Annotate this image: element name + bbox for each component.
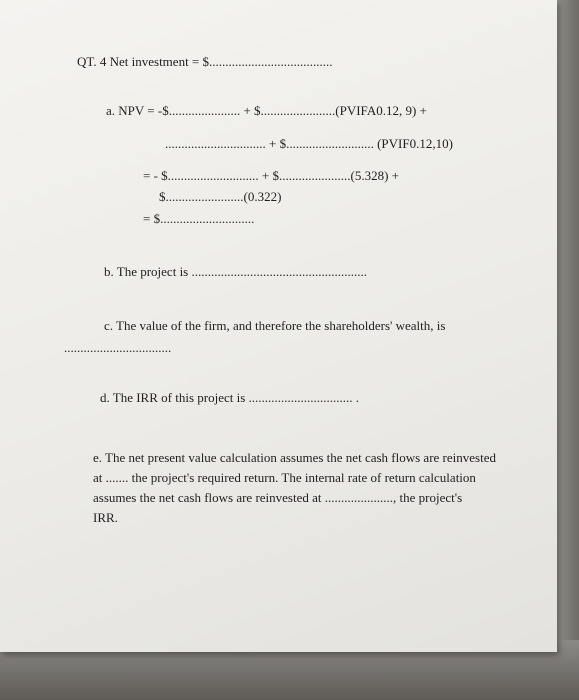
npv-line-3: = - $............................ + $......................(5.328) + (143, 168, 399, 183)
npv-result-line: = $............................. (143, 211, 255, 226)
npv-line-2: ............................... + $........................... (PVIF0.12,10) (165, 136, 453, 151)
firm-value-line: c. The value of the firm, and therefore the shareholders' wealth, is (104, 318, 446, 333)
project-decision-line: b. The project is ...................................................... (104, 264, 367, 279)
irr-line: d. The IRR of this project is ................................ . (100, 390, 360, 405)
reinvestment-line-4: IRR. (93, 510, 118, 525)
reinvestment-line-2: at ....... the project's required return. The internal rate of return calculation (93, 470, 476, 485)
question-title: QT. 4 Net investment = $...................................... (77, 54, 333, 69)
firm-value-blank: ................................. (64, 340, 172, 355)
npv-line-1: a. NPV = -$...................... + $.......................(PVIFA0.12, 9) + (106, 103, 427, 118)
reinvestment-paragraph (93, 448, 523, 528)
npv-line-4: $........................(0.322) (159, 189, 282, 204)
reinvestment-line-1: e. The net present value calculation assumes the net cash flows are reinvested (93, 450, 496, 465)
reinvestment-line-3: assumes the net cash flows are reinvested at ....................., the project's (93, 490, 463, 505)
